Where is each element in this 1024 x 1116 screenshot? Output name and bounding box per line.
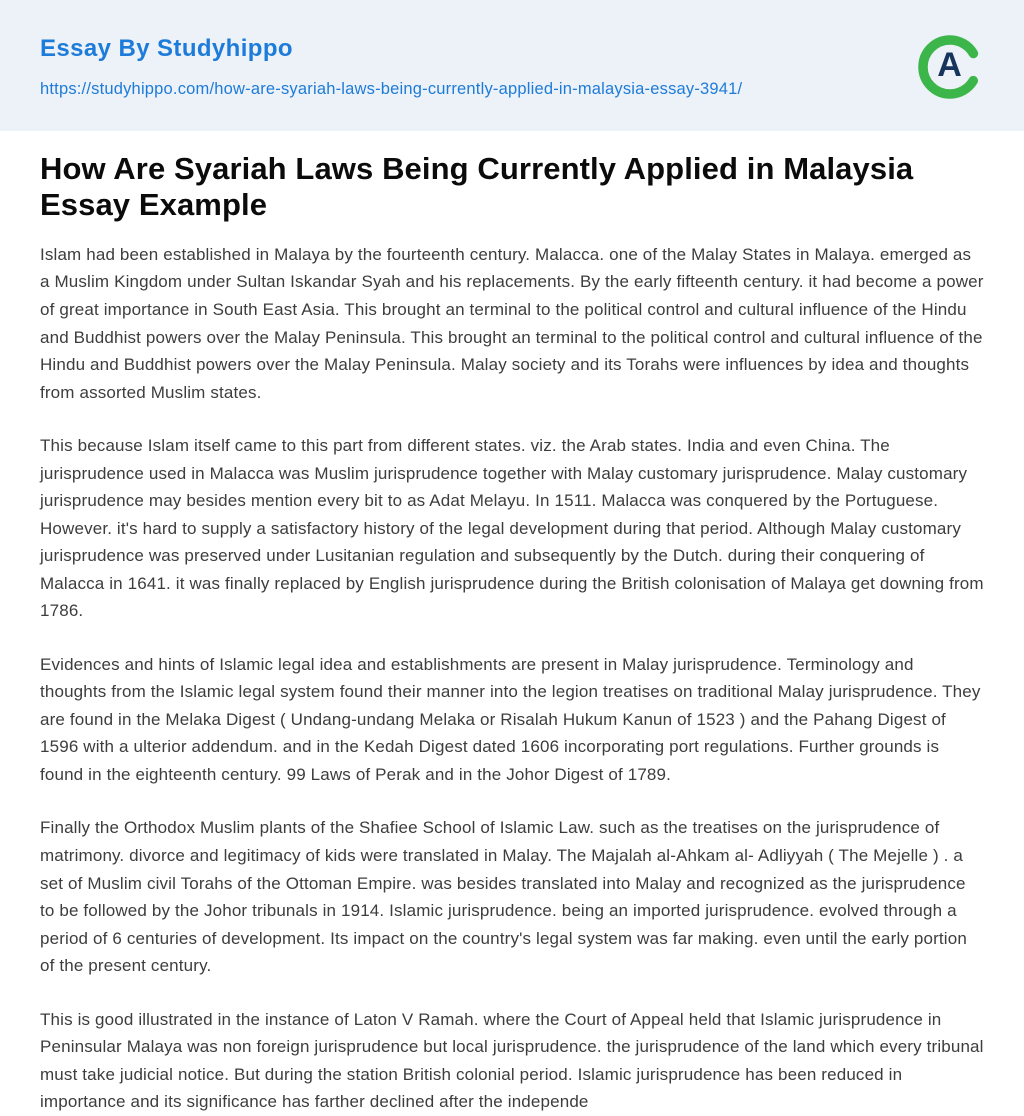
header-text-block xyxy=(40,35,742,99)
essay-article xyxy=(0,131,1024,1116)
essay-paragraph-4: Finally the Orthodox Muslim plants of the Shafiee School of Islamic Law. such as the treatises on the jurisprudence of matrimony. divorce and legitimacy of kids were translated in Malay. The Majalah al-Ahkam al- Adliyyah ( The Mejelle ) . a set of Muslim civil Torahs of the Ottoman Empire. was besides translated into Malay and recognized as the jurisprudence to be followed by the Johor tribunals in 1914. Islamic jurisprudence. being an imported jurisprudence. evolved through a period of 6 centuries of development. Its impact on the country's legal system was far making. even until the early portion of the present century. xyxy=(40,818,967,976)
essay-title: How Are Syariah Laws Being Currently Applied in Malaysia Essay Example xyxy=(40,151,914,222)
essay-paragraph-1: Islam had been established in Malaya by the fourteenth century. Malacca. one of the Malay States in Malaya. emerged as a Muslim Kingdom under Sultan Iskandar Syah and his replacements. By the early fifteenth century. it had become a power of great importance in South East Asia. This brought an terminal to the political control and cultural influence of the Hindu and Buddhist powers over the Malay Peninsula. This brought an terminal to the political control and cultural influence of the Hindu and Buddhist powers over the Malay Peninsula. Malay society and its Torahs were influences by idea and thoughts from assorted Muslim states. xyxy=(40,244,984,402)
logo-letter: A xyxy=(937,45,962,84)
essay-url-link[interactable]: https://studyhippo.com/how-are-syariah-laws-being-currently-applied-in-malaysia-essay-3941/ xyxy=(40,79,743,98)
site-title: Essay By Studyhippo xyxy=(40,34,293,62)
studyhippo-logo xyxy=(916,33,984,101)
essay-paragraph-3: Evidences and hints of Islamic legal idea and establishments are present in Malay jurisprudence. Terminology and thoughts from the Islamic legal system found their manner into the legion treatises on traditional Malay jurisprudence. They are found in the Melaka Digest ( Undang-undang Melaka or Risalah Hukum Kanun of 1523 ) and the Pahang Digest of 1596 with a ulterior addendum. and in the Kedah Digest dated 1606 incorporating port regulations. Further grounds is found in the eighteenth century. 99 Laws of Perak and in the Johor Digest of 1789. xyxy=(40,654,981,784)
essay-paragraph-2: This because Islam itself came to this part from different states. viz. the Arab states. India and even China. The jurisprudence used in Malacca was Muslim jurisprudence together with Malay customary jurisprudence. Malay customary jurisprudence may besides mention every bit to as Adat Melayu. In 1511. Malacca was conquered by the Portuguese. However. it's hard to supply a satisfactory history of the legal development during that period. Although Malay customary jurisprudence was preserved under Lusitanian regulation and subsequently by the Dutch. during their conquering of Malacca in 1641. it was finally replaced by English jurisprudence during the British colonisation of Malaya get downing from 1786. xyxy=(40,436,984,621)
essay-paragraph-5: This is good illustrated in the instance of Laton V Ramah. where the Court of Appeal held that Islamic jurisprudence in Peninsular Malaya was non foreign jurisprudence but local jurisprudence. the jurisprudence of the land which every tribunal must take judicial notice. But during the station British colonial period. Islamic jurisprudence has been reduced in importance and its significance has farther declined after the independe xyxy=(40,1009,984,1112)
page-header xyxy=(0,0,1024,131)
